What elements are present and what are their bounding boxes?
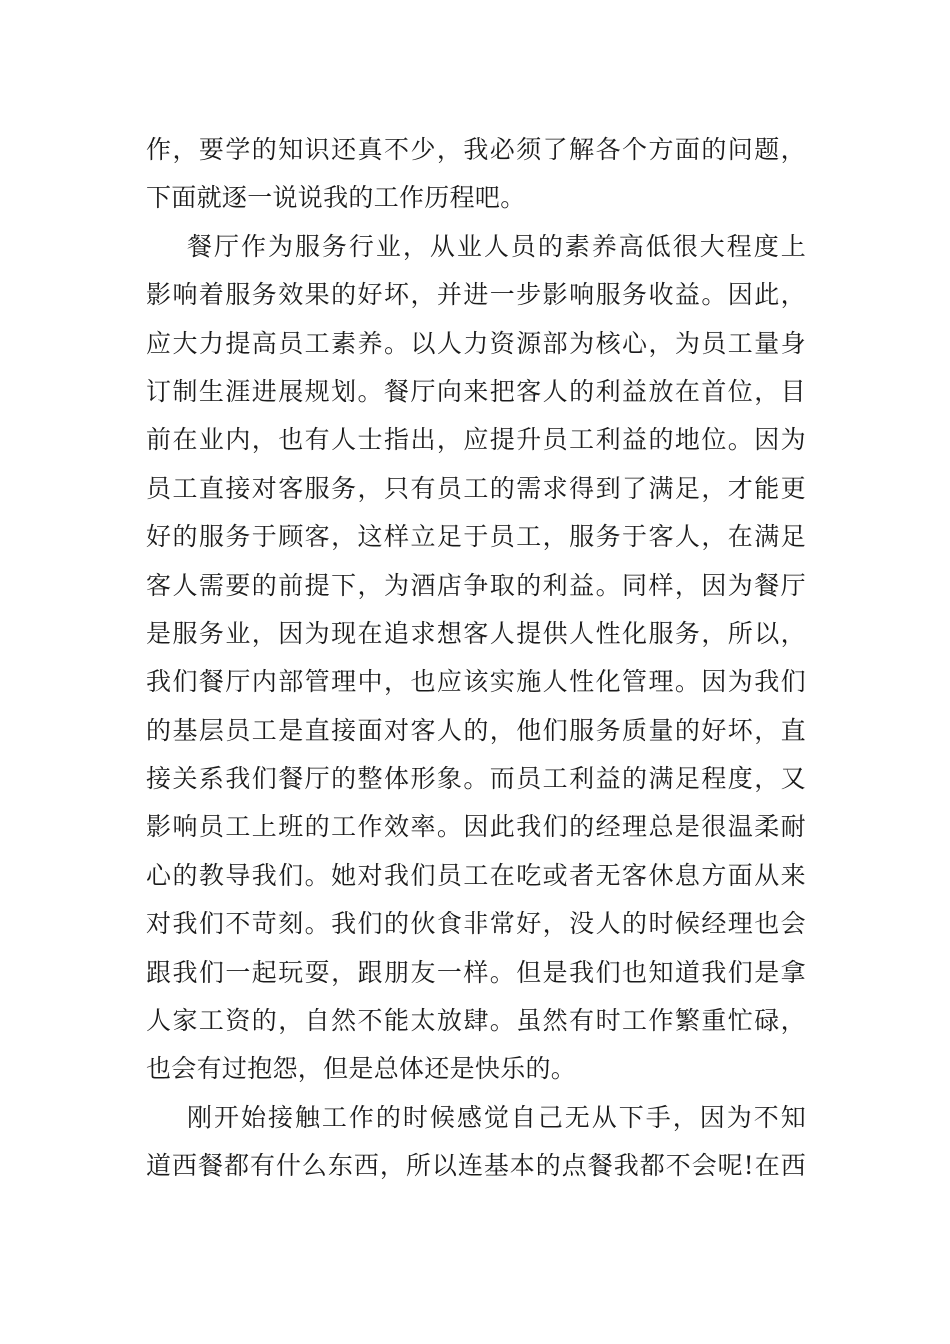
text-line: 也会有过抱怨，但是总体还是快乐的。 [146,1054,577,1084]
text-line: 下面就逐一说说我的工作历程吧。 [146,183,526,213]
text-line: 刚开始接触工作的时候感觉自己无从下手，因为不知 [187,1102,806,1132]
text-line: 跟我们一起玩耍，跟朋友一样。但是我们也知道我们是拿 [146,957,806,987]
text-line: 好的服务于顾客，这样立足于员工，服务于客人，在满足 [146,522,806,552]
text-line: 影响着服务效果的好坏，并进一步影响服务收益。因此， [146,280,806,310]
text-line: 前在业内，也有人士指出，应提升员工利益的地位。因为 [146,425,806,455]
text-line: 员工直接对客服务，只有员工的需求得到了满足，才能更 [146,473,806,503]
text-line: 人家工资的，自然不能太放肆。虽然有时工作繁重忙碌， [146,1006,806,1036]
text-line: 餐厅作为服务行业，从业人员的素养高低很大程度上 [187,231,806,261]
text-line: 道西餐都有什么东西，所以连基本的点餐我都不会呢!在西 [146,1151,806,1181]
text-line: 影响员工上班的工作效率。因此我们的经理总是很温柔耐 [146,812,806,842]
text-line: 是服务业，因为现在追求想客人提供人性化服务，所以， [146,618,806,648]
text-line: 对我们不苛刻。我们的伙食非常好，没人的时候经理也会 [146,909,806,939]
text-line: 心的教导我们。她对我们员工在吃或者无客休息方面从来 [146,860,806,890]
text-line: 接关系我们餐厅的整体形象。而员工利益的满足程度，又 [146,764,806,794]
text-line: 客人需要的前提下，为酒店争取的利益。同样，因为餐厅 [146,570,806,600]
text-line: 作，要学的知识还真不少，我必须了解各个方面的问题， [146,135,806,164]
document-body [146,126,806,1191]
text-line: 我们餐厅内部管理中，也应该实施人性化管理。因为我们 [146,667,806,697]
text-line: 订制生涯进展规划。餐厅向来把客人的利益放在首位，目 [146,376,806,406]
text-line: 的基层员工是直接面对客人的，他们服务质量的好坏，直 [146,715,806,745]
text-line: 应大力提高员工素养。以人力资源部为核心，为员工量身 [146,328,806,358]
